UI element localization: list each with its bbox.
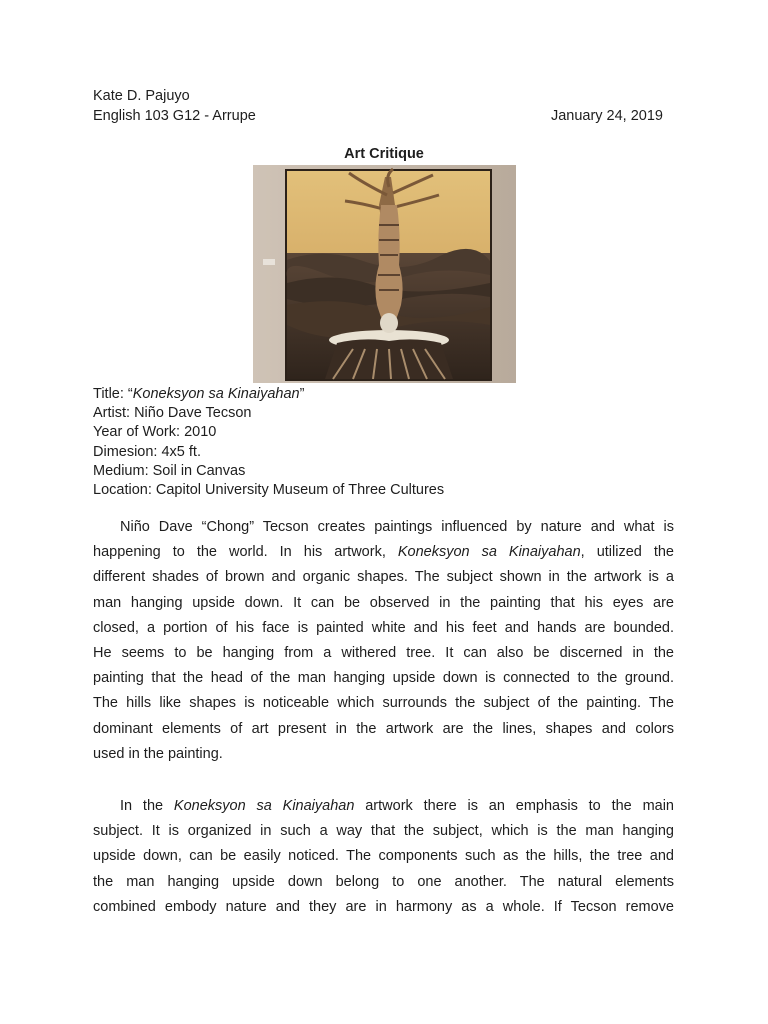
paragraph-line: Niño Dave “Chong” Tecson creates paintings influenced by nature and what is — [120, 519, 674, 535]
paragraph-line: The hills like shapes is noticeable which surrounds the subject of the painting. The — [93, 695, 674, 712]
artwork-location: Location: Capitol University Museum of Three Cultures — [93, 482, 445, 499]
title-label: Title: “ — [93, 386, 133, 402]
title-close-quote: ” — [299, 386, 305, 402]
italic-artwork-title: Koneksyon sa Kinaiyahan — [173, 798, 355, 814]
course-info: English 103 G12 - Arrupe — [93, 108, 256, 124]
document-date: January 24, 2019 — [550, 108, 663, 124]
paragraph-line: the man hanging upside down belong to one another. The natural elements — [93, 873, 674, 890]
artwork-year: Year of Work: 2010 — [93, 424, 217, 441]
paragraph-line: upside down, can be easily noticed. The components such as the hills, the tree and — [93, 848, 674, 865]
paragraph-line: closed, a portion of his face is painted white and his feet and hands are bounded. — [93, 619, 674, 636]
paragraph-line: He seems to be hanging from a withered tree. It can also be discerned in the — [93, 644, 674, 661]
artwork-dimension: Dimesion: 4x5 ft. — [93, 443, 201, 460]
text-run: happening to the world. In his artwork, — [93, 544, 398, 561]
text-run: , utilized the — [580, 544, 674, 561]
artwork-medium: Medium: Soil in Canvas — [93, 462, 246, 479]
paragraph-line: combined embody nature and they are in harmony as a whole. If Tecson remove — [93, 898, 674, 915]
document-title: Art Critique — [344, 146, 424, 162]
paragraph-2 — [93, 794, 674, 920]
artwork-photo — [253, 165, 516, 383]
author-name: Kate D. Pajuyo — [93, 88, 190, 104]
italic-artwork-title: Koneksyon sa Kinaiyahan — [397, 544, 581, 561]
artwork-details — [93, 385, 444, 500]
paragraph-line — [93, 794, 674, 819]
artwork-title — [93, 385, 444, 404]
title-value: Koneksyon sa Kinaiyahan — [132, 386, 300, 402]
artwork-artist: Artist: Niño Dave Tecson — [93, 405, 252, 422]
paragraph-line — [93, 540, 674, 565]
paragraph-line: man hanging upside down. It can be observed in the painting that his eyes are — [93, 594, 674, 611]
text-run: artwork there is an emphasis to the main — [354, 798, 674, 814]
paragraph-line: used in the painting. — [93, 745, 223, 762]
paragraph-line: painting that the head of the man hanging upside down is connected to the ground. — [93, 670, 674, 687]
paragraph-1 — [93, 515, 674, 767]
text-run: In the — [120, 798, 174, 814]
paragraph-line: different shades of brown and organic shapes. The subject shown in the artwork is a — [93, 569, 674, 586]
paragraph-line: subject. It is organized in such a way that the subject, which is the man hanging — [93, 823, 674, 840]
paragraph-line: dominant elements of art present in the artwork are the lines, shapes and colors — [93, 720, 674, 737]
